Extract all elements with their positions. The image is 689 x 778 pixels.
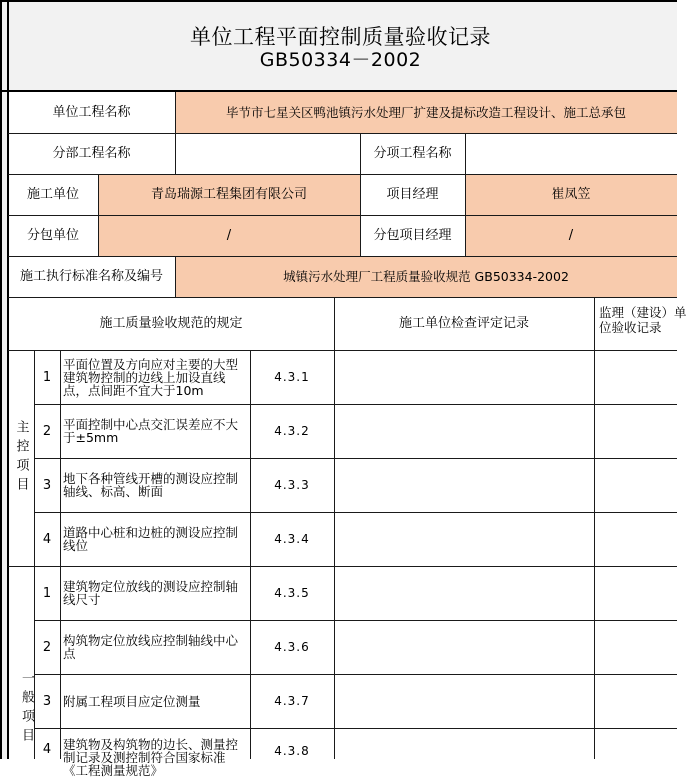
subcontractor-value[interactable]: / xyxy=(98,215,360,256)
grid-line xyxy=(360,133,361,256)
general-item-4-text: 建筑物及构筑物的边长、测量控制记录及测控制符合国家标准《工程测量规范》 xyxy=(63,737,239,778)
grid-line xyxy=(0,0,2,759)
main-item-3-text: 地下各种管线开槽的测设应控制轴线、标高、断面 xyxy=(63,471,239,499)
supervision-record-area[interactable] xyxy=(595,351,677,759)
constructor-label: 施工单位 xyxy=(26,187,79,202)
grid-line xyxy=(34,404,677,405)
main-group-label: 主控项目 xyxy=(13,420,29,496)
grid-line xyxy=(8,297,677,298)
general-item-1-no: 1 xyxy=(42,585,52,601)
main-item-4-no: 4 xyxy=(42,531,52,547)
grid-line xyxy=(98,174,99,256)
general-item-1-text: 建筑物定位放线的测设应控制轴线尺寸 xyxy=(63,579,239,607)
unit-project-value[interactable]: 毕节市七星关区鸭池镇污水处理厂扩建及提标改造工程设计、施工总承包 xyxy=(175,92,677,133)
main-item-2-clause: 4.3.2 xyxy=(274,423,310,438)
constructor-value[interactable]: 青岛瑞源工程集团有限公司 xyxy=(98,174,360,215)
title-text: 单位工程平面控制质量验收记录 xyxy=(190,25,491,49)
check-record-area[interactable] xyxy=(335,351,594,759)
general-item-4-clause: 4.3.8 xyxy=(274,744,310,758)
general-item-3-clause: 4.3.7 xyxy=(274,693,310,708)
grid-line xyxy=(60,350,61,759)
title-code: GB50334－2002 xyxy=(259,49,422,71)
grid-line xyxy=(8,215,677,216)
supervision-column-header: 监理（建设）单位验收记录 xyxy=(599,305,687,335)
check-record-column-header: 施工单位检查评定记录 xyxy=(398,316,529,331)
grid-line xyxy=(0,0,677,2)
sub-project-label: 分部工程名称 xyxy=(52,146,131,161)
grid-line xyxy=(8,566,677,567)
grid-line xyxy=(334,297,335,759)
grid-line xyxy=(8,256,677,257)
main-item-4-text: 道路中心桩和边桩的测设应控制线位 xyxy=(63,525,239,553)
standard-label: 施工执行标准名称及编号 xyxy=(19,269,163,284)
item-project-value[interactable] xyxy=(465,133,677,174)
general-item-3-no: 3 xyxy=(42,693,52,709)
standard-value[interactable]: 城镇污水处理厂工程质量验收规范 GB50334-2002 xyxy=(175,256,677,297)
subcontractor-label: 分包单位 xyxy=(26,228,79,243)
general-item-3-text: 附属工程项目应定位测量 xyxy=(63,693,201,709)
grid-line xyxy=(34,350,35,759)
main-item-4-clause: 4.3.4 xyxy=(274,531,310,546)
general-item-2-text: 构筑物定位放线应控制轴线中心点 xyxy=(63,633,239,661)
main-item-1-clause: 4.3.1 xyxy=(274,369,310,384)
sub-project-value[interactable] xyxy=(175,133,360,174)
general-item-2-no: 2 xyxy=(42,639,52,655)
grid-line xyxy=(175,92,176,174)
general-item-2-clause: 4.3.6 xyxy=(274,639,310,654)
rules-column-header: 施工质量验收规范的规定 xyxy=(99,316,243,331)
general-group-label: 一般项目 xyxy=(19,670,34,747)
general-item-1-clause: 4.3.5 xyxy=(274,585,310,600)
main-item-3-clause: 4.3.3 xyxy=(274,477,310,492)
grid-line xyxy=(8,350,677,351)
sub-manager-value[interactable]: / xyxy=(465,215,677,256)
main-item-2-no: 2 xyxy=(42,423,52,439)
grid-line xyxy=(250,350,251,759)
main-item-1-no: 1 xyxy=(42,369,52,385)
unit-project-label: 单位工程名称 xyxy=(52,105,131,120)
sub-manager-label: 分包项目经理 xyxy=(373,228,452,243)
grid-line xyxy=(594,297,595,759)
grid-line xyxy=(8,133,677,134)
general-item-4-no: 4 xyxy=(42,742,52,757)
grid-line xyxy=(175,256,176,297)
manager-label: 项目经理 xyxy=(386,187,439,202)
grid-line xyxy=(465,133,466,256)
main-item-1-text: 平面位置及方向应对主要的大型建筑物控制的边线上加设直线点，点间距不宜大于10m xyxy=(63,356,239,398)
page-title xyxy=(8,20,673,76)
main-item-3-no: 3 xyxy=(42,477,52,493)
grid-line xyxy=(7,0,9,759)
grid-line xyxy=(34,512,677,513)
grid-line xyxy=(34,728,677,729)
main-item-2-text: 平面控制中心点交汇误差应不大于±5mm xyxy=(63,417,239,445)
grid-line xyxy=(34,674,677,675)
grid-line xyxy=(34,458,677,459)
grid-line xyxy=(0,90,677,92)
item-project-label: 分项工程名称 xyxy=(373,146,452,161)
grid-line xyxy=(34,620,677,621)
grid-line xyxy=(8,174,677,175)
manager-value[interactable]: 崔凤笠 xyxy=(465,174,677,215)
